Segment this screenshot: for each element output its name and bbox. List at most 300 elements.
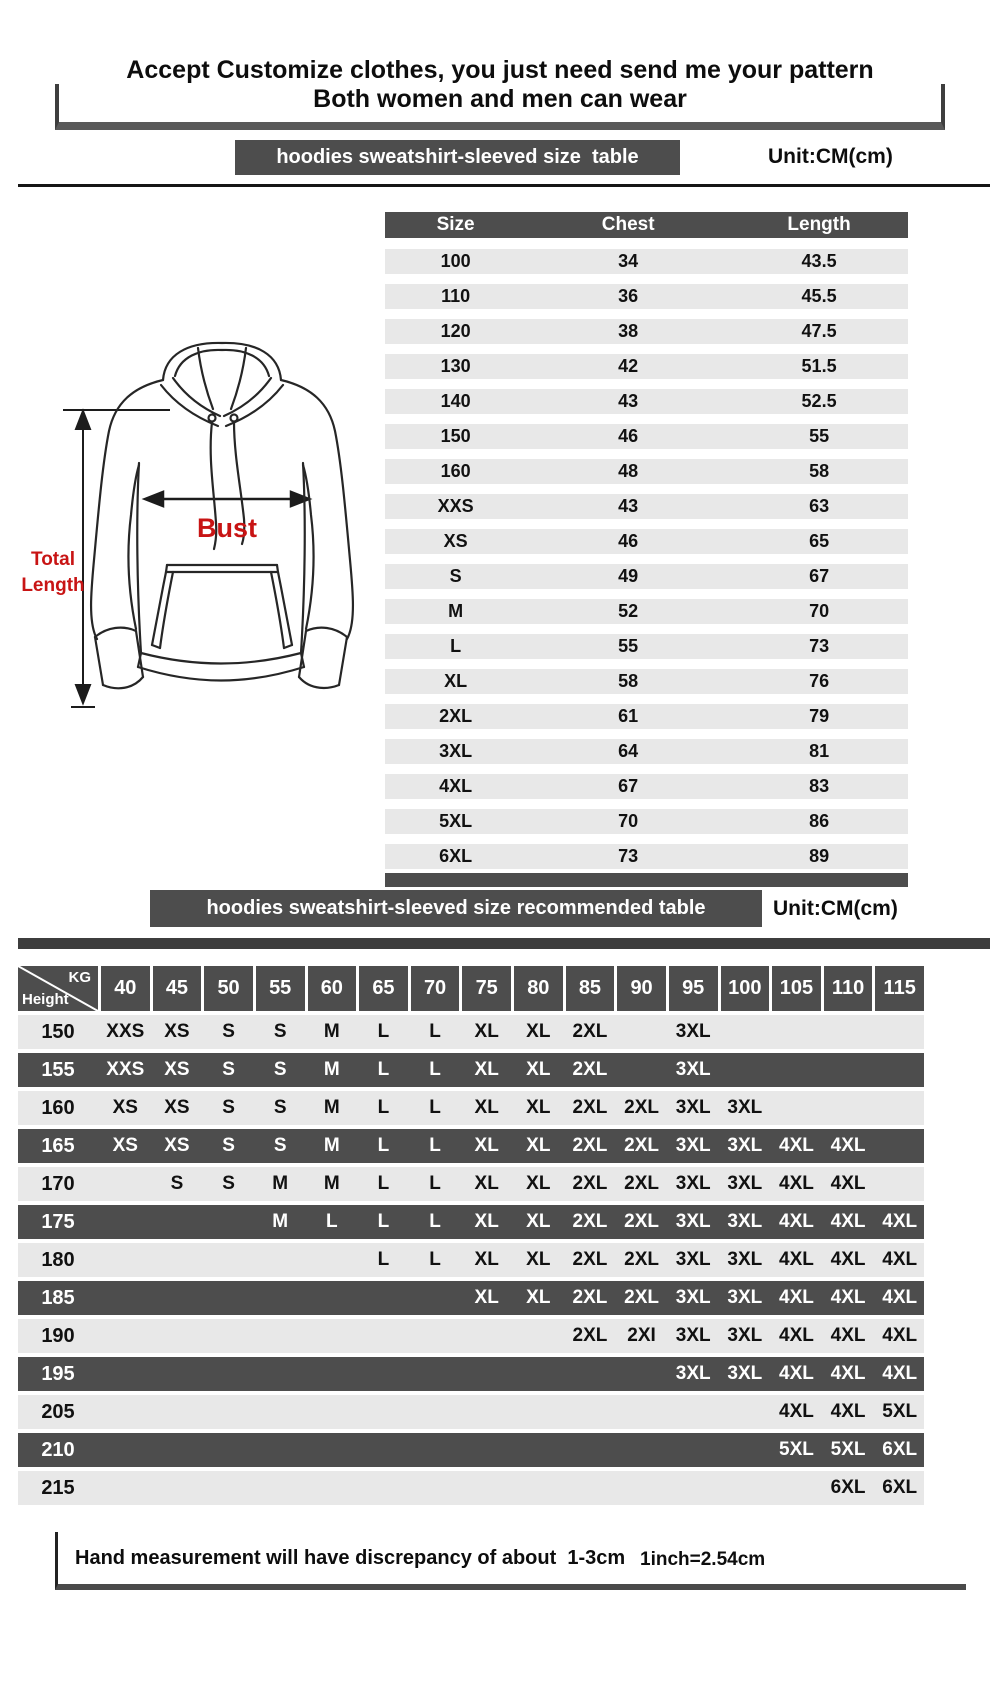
size-table-row (385, 704, 908, 729)
size-table-cell: XS (443, 531, 468, 551)
size-recommendation-cell (204, 1243, 253, 1277)
size-recommendation-cell: 4XL (779, 1401, 814, 1422)
size-recommendation-cell (308, 1319, 357, 1353)
recommended-table-row (18, 1319, 924, 1353)
size-recommendation-cell: L (429, 1249, 441, 1270)
size-table-cell: 6XL (439, 846, 473, 866)
size-table-cell: XL (444, 671, 468, 691)
height-label-cell: 180 (41, 1249, 75, 1271)
size-table-row (385, 599, 908, 624)
size-recommendation-cell (411, 1471, 460, 1505)
size-recommendation-cell (617, 1395, 666, 1429)
size-recommendation-cell (617, 1015, 666, 1049)
height-label-cell: 160 (41, 1097, 75, 1119)
size-table-cell: M (448, 601, 464, 621)
size-recommendation-cell: XL (526, 1287, 551, 1308)
size-recommendation-cell: M (323, 1097, 340, 1118)
corner-height-label: Height (22, 991, 69, 1008)
size-recommendation-cell (514, 1433, 563, 1467)
size-recommendation-cell: 3XL (727, 1211, 763, 1232)
size-recommendation-cell (514, 1395, 563, 1429)
size-recommendation-cell: XL (474, 1135, 499, 1156)
recommended-table-unit-label: Unit:CM(cm) (773, 897, 898, 920)
size-recommendation-cell: 3XL (675, 1059, 711, 1080)
size-recommendation-cell (411, 1433, 460, 1467)
weight-header-cell: 95 (669, 966, 718, 1011)
size-recommendation-cell: 2XL (572, 1059, 608, 1080)
size-table-cell: 86 (809, 811, 830, 831)
size-recommendation-cell: M (272, 1211, 289, 1232)
size-table-row (385, 284, 908, 309)
size-table-cell: 81 (809, 741, 830, 761)
recommended-table-row (18, 1357, 924, 1391)
size-recommendation-cell (204, 1357, 253, 1391)
size-recommendation-cell (101, 1167, 150, 1201)
recommended-table-row (18, 1395, 924, 1429)
size-recommendation-cell: 4XL (882, 1287, 918, 1308)
size-recommendation-cell (824, 1015, 873, 1049)
size-recommendation-cell: XL (526, 1173, 551, 1194)
size-table-cell: 150 (440, 426, 471, 446)
size-recommendation-cell: 3XL (675, 1287, 711, 1308)
size-recommendation-cell (617, 1471, 666, 1505)
size-table-cell: 73 (809, 636, 830, 656)
height-label-cell: 205 (41, 1401, 75, 1423)
height-label-cell: 150 (41, 1021, 75, 1043)
size-table-cell: 45.5 (801, 286, 837, 306)
size-recommendation-cell (101, 1281, 150, 1315)
size-recommendation-cell: L (377, 1059, 390, 1080)
weight-header-cell: 110 (824, 966, 873, 1011)
size-table-row (385, 529, 908, 554)
bust-label: Bust (197, 513, 257, 543)
size-table-cell: 100 (440, 251, 471, 271)
size-recommendation-cell: S (273, 1135, 287, 1156)
size-recommendation-cell: 4XL (779, 1173, 814, 1194)
size-recommendation-cell: L (429, 1097, 441, 1118)
size-recommendation-cell (411, 1281, 460, 1315)
size-recommendation-cell (256, 1281, 305, 1315)
size-table-cell: 46 (618, 426, 639, 446)
size-recommendation-cell: 3XL (675, 1097, 711, 1118)
weight-header-cell: 105 (772, 966, 821, 1011)
size-recommendation-cell (153, 1281, 202, 1315)
size-recommendation-cell: XL (474, 1059, 499, 1080)
recommended-table-body (18, 1015, 924, 1505)
size-recommendation-cell (359, 1319, 408, 1353)
size-table-cell: 64 (618, 741, 639, 761)
size-recommendation-cell: 3XL (675, 1021, 711, 1042)
size-recommendation-cell: 3XL (727, 1325, 763, 1346)
recommended-table-row (18, 1281, 924, 1315)
size-recommendation-cell: S (222, 1173, 235, 1194)
recommended-table-row (18, 1243, 924, 1277)
size-recommendation-cell (204, 1395, 253, 1429)
weight-header-cell: 45 (153, 966, 202, 1011)
size-table-row (385, 354, 908, 379)
size-recommendation-cell: 3XL (727, 1249, 763, 1270)
size-recommendation-cell: L (429, 1173, 441, 1194)
size-recommendation-cell: XL (526, 1249, 551, 1270)
size-recommendation-cell: 3XL (675, 1325, 711, 1346)
size-recommendation-cell: XL (526, 1135, 551, 1156)
size-recommendation-cell (153, 1205, 202, 1239)
size-table-cell: 48 (618, 461, 639, 481)
size-recommendation-cell: 3XL (727, 1363, 763, 1384)
size-recommendation-cell (566, 1357, 615, 1391)
size-recommendation-cell (617, 1053, 666, 1087)
recommended-table-row (18, 1205, 924, 1239)
height-label-cell: 175 (41, 1211, 75, 1233)
size-recommendation-cell: L (326, 1211, 338, 1232)
weight-header-cell: 90 (617, 966, 666, 1011)
recommended-table-row (18, 1471, 924, 1505)
size-table-row (385, 249, 908, 274)
size-recommendation-cell (462, 1433, 511, 1467)
size-recommendation-cell (617, 1357, 666, 1391)
size-recommendation-cell (721, 1395, 770, 1429)
size-recommendation-cell (359, 1471, 408, 1505)
size-recommendation-cell (875, 1129, 924, 1163)
size-recommendation-cell: L (429, 1135, 441, 1156)
size-recommendation-cell: 6XL (882, 1439, 918, 1460)
size-recommendation-cell (824, 1053, 873, 1087)
height-label-cell: 185 (41, 1287, 75, 1309)
size-recommendation-cell (153, 1433, 202, 1467)
size-recommendation-cell (721, 1015, 770, 1049)
size-recommendation-cell: M (272, 1173, 289, 1194)
size-table-cell: 46 (618, 531, 639, 551)
size-recommendation-cell (411, 1395, 460, 1429)
height-label-cell: 210 (41, 1439, 75, 1461)
size-table-cell: L (450, 636, 462, 656)
size-recommendation-cell: 3XL (675, 1363, 711, 1384)
size-recommendation-cell: S (222, 1021, 235, 1042)
size-table-banner: hoodies sweatshirt-sleeved size table (235, 140, 680, 175)
weight-header-cell: 65 (359, 966, 408, 1011)
recommended-table-row (18, 1091, 924, 1125)
size-recommendation-cell: XL (474, 1021, 499, 1042)
size-recommendation-cell (875, 1167, 924, 1201)
size-recommendation-cell (721, 1053, 770, 1087)
recommended-table-row (18, 1015, 924, 1049)
page-title (0, 56, 1000, 114)
size-recommendation-cell: XL (526, 1021, 551, 1042)
size-table-cell: S (449, 566, 462, 586)
size-recommendation-cell (204, 1205, 253, 1239)
size-recommendation-cell: 2XL (572, 1135, 608, 1156)
measurement-note: Hand measurement will have discrepancy of about 1-3cm (75, 1547, 626, 1569)
size-recommendation-cell: L (429, 1059, 441, 1080)
size-recommendation-cell (566, 1433, 615, 1467)
size-recommendation-cell: 2XL (572, 1287, 608, 1308)
size-table-row (385, 459, 908, 484)
size-recommendation-cell: XS (112, 1135, 138, 1156)
size-recommendation-cell (824, 1091, 873, 1125)
divider-line (18, 184, 990, 187)
size-recommendation-cell (308, 1395, 357, 1429)
size-table-column-header: Size (436, 214, 475, 235)
size-recommendation-cell: 3XL (727, 1097, 763, 1118)
weight-header-cell: 115 (875, 966, 924, 1011)
size-table (385, 212, 908, 887)
size-recommendation-cell (669, 1471, 718, 1505)
size-recommendation-cell (153, 1319, 202, 1353)
size-table-cell: 55 (809, 426, 830, 446)
size-recommendation-cell (101, 1205, 150, 1239)
size-recommendation-cell (462, 1395, 511, 1429)
recommended-table-row (18, 1167, 924, 1201)
size-table-cell: 63 (809, 496, 830, 516)
size-table-row (385, 809, 908, 834)
size-recommendation-cell: XS (164, 1021, 190, 1042)
size-recommendation-cell: 4XL (882, 1325, 918, 1346)
size-recommendation-cell: M (323, 1021, 340, 1042)
size-table-row (385, 844, 908, 869)
size-recommendation-cell (153, 1357, 202, 1391)
size-table-cell: 73 (618, 846, 639, 866)
size-table-row (385, 319, 908, 344)
size-table-cell: 43.5 (801, 251, 837, 271)
size-table-cell: 61 (618, 706, 639, 726)
size-recommendation-cell: 2XL (624, 1135, 659, 1156)
size-recommendation-cell: 4XL (779, 1135, 814, 1156)
size-recommendation-cell (721, 1433, 770, 1467)
size-recommendation-cell: XS (112, 1097, 138, 1118)
size-recommendation-cell: 4XL (882, 1249, 918, 1270)
size-recommendation-cell (101, 1471, 150, 1505)
size-table-cell: XXS (437, 496, 474, 516)
size-recommendation-cell: XL (526, 1097, 551, 1118)
height-label-cell: 190 (41, 1325, 75, 1347)
size-recommendation-cell: 4XL (830, 1363, 866, 1384)
size-recommendation-cell: 2XL (624, 1249, 659, 1270)
size-recommendation-cell: 4XL (830, 1211, 866, 1232)
size-table-cell: 43 (618, 496, 639, 516)
size-table-body (385, 249, 908, 869)
size-table-cell: 52 (618, 601, 639, 621)
size-recommendation-cell: 4XL (779, 1363, 814, 1384)
size-recommendation-cell (101, 1395, 150, 1429)
size-table-row (385, 494, 908, 519)
size-recommendation-cell (462, 1319, 511, 1353)
size-recommendation-cell (256, 1243, 305, 1277)
size-table-cell: 5XL (439, 811, 473, 831)
size-table-cell: 58 (618, 671, 639, 691)
size-recommendation-cell (772, 1015, 821, 1049)
weight-header-cell: 70 (411, 966, 460, 1011)
inch-conversion-note: 1inch=2.54cm (640, 1549, 766, 1570)
size-recommendation-cell: 2XL (624, 1211, 659, 1232)
size-recommendation-cell (462, 1471, 511, 1505)
size-recommendation-cell (153, 1243, 202, 1277)
size-recommendation-cell: 2XL (572, 1097, 608, 1118)
size-recommendation-cell: 2XL (572, 1325, 608, 1346)
size-recommendation-cell: 4XL (830, 1287, 866, 1308)
size-recommendation-cell: 4XL (830, 1173, 866, 1194)
size-recommendation-cell (308, 1357, 357, 1391)
size-table-cell: 2XL (439, 706, 473, 726)
size-recommendation-cell (617, 1433, 666, 1467)
size-recommendation-cell (411, 1357, 460, 1391)
recommended-table-banner: hoodies sweatshirt-sleeved size recommended table (150, 890, 762, 927)
size-recommendation-cell: S (222, 1059, 235, 1080)
size-recommendation-cell: 4XL (779, 1211, 814, 1232)
recommended-table-row (18, 1433, 924, 1467)
weight-header-cell: 55 (256, 966, 305, 1011)
size-recommendation-cell: XL (474, 1249, 499, 1270)
size-recommendation-cell: S (222, 1097, 235, 1118)
size-recommendation-cell: M (323, 1173, 340, 1194)
size-recommendation-cell (256, 1471, 305, 1505)
size-table-cell: 76 (809, 671, 830, 691)
size-recommendation-cell (359, 1281, 408, 1315)
size-recommendation-cell: 4XL (830, 1135, 866, 1156)
size-recommendation-cell: 3XL (727, 1135, 763, 1156)
height-label-cell: 195 (41, 1363, 75, 1385)
size-recommendation-cell: 6XL (830, 1477, 866, 1498)
size-recommendation-cell (875, 1091, 924, 1125)
size-recommendation-cell: 5XL (882, 1401, 918, 1422)
size-table-cell: 52.5 (801, 391, 837, 411)
size-recommendation-cell (308, 1281, 357, 1315)
size-recommendation-cell: XL (474, 1211, 499, 1232)
size-recommendation-cell (875, 1053, 924, 1087)
size-recommendation-cell: M (323, 1135, 340, 1156)
size-table-cell: 70 (809, 601, 830, 621)
size-recommendation-cell: 2XI (627, 1325, 656, 1346)
size-recommendation-cell: 2XL (572, 1173, 608, 1194)
size-recommendation-cell (256, 1433, 305, 1467)
size-recommendation-cell: L (377, 1249, 390, 1270)
size-recommendation-cell: 5XL (779, 1439, 814, 1460)
recommended-table-row (18, 1053, 924, 1087)
size-table-cell: 38 (618, 321, 639, 341)
size-recommendation-cell: 5XL (830, 1439, 866, 1460)
size-recommendation-cell: 4XL (882, 1211, 918, 1232)
size-table-cell: 79 (809, 706, 830, 726)
page-title-line1: Accept Customize clothes, you just need send me your pattern (126, 56, 874, 84)
size-table-row (385, 739, 908, 764)
size-recommendation-cell (101, 1433, 150, 1467)
size-table-cell: 34 (618, 251, 639, 271)
size-table-header-row (385, 212, 908, 238)
size-table-cell: 67 (809, 566, 830, 586)
corner-kg-label: KG (68, 969, 91, 986)
size-recommendation-cell (514, 1357, 563, 1391)
size-recommendation-cell: 3XL (727, 1173, 763, 1194)
size-recommendation-cell: 3XL (675, 1135, 711, 1156)
size-recommendation-cell: XS (164, 1097, 190, 1118)
size-recommendation-cell: XL (526, 1211, 551, 1232)
size-recommendation-cell (772, 1053, 821, 1087)
size-recommendation-cell (721, 1471, 770, 1505)
size-recommendation-cell: 4XL (882, 1363, 918, 1384)
size-recommendation-cell (566, 1471, 615, 1505)
total-length-label: Total Length (21, 549, 85, 596)
size-recommendation-cell (359, 1357, 408, 1391)
size-table-cell: 67 (618, 776, 639, 796)
size-recommendation-cell: XXS (106, 1021, 145, 1042)
size-recommendation-cell: M (323, 1059, 340, 1080)
size-recommendation-cell: 2XL (572, 1249, 608, 1270)
size-recommendation-cell: 4XL (779, 1325, 814, 1346)
size-table-column-header: Chest (601, 214, 655, 235)
size-table-cell: 47.5 (801, 321, 837, 341)
size-table-unit-label: Unit:CM(cm) (768, 145, 893, 168)
size-recommendation-cell: 2XL (624, 1097, 659, 1118)
size-recommendation-cell: S (170, 1173, 184, 1194)
size-table-cell: 120 (440, 321, 471, 341)
size-recommendation-cell (204, 1433, 253, 1467)
size-recommendation-cell: XL (526, 1059, 551, 1080)
size-recommendation-cell: L (429, 1021, 441, 1042)
size-table-cell: 110 (441, 286, 471, 306)
size-recommendation-cell: L (429, 1211, 441, 1232)
size-recommendation-cell (256, 1395, 305, 1429)
size-recommendation-cell: 2XL (624, 1173, 659, 1194)
size-recommendation-cell (669, 1433, 718, 1467)
height-label-cell: 155 (41, 1059, 75, 1081)
size-recommendation-cell: L (377, 1021, 390, 1042)
size-table-row (385, 564, 908, 589)
size-table-row (385, 669, 908, 694)
size-recommendation-cell (256, 1319, 305, 1353)
size-recommendation-cell: S (273, 1097, 287, 1118)
size-recommendation-cell (204, 1319, 253, 1353)
size-recommendation-cell (772, 1471, 821, 1505)
weight-header-cell: 100 (721, 966, 770, 1011)
size-recommendation-cell: 2XL (572, 1211, 608, 1232)
recommended-size-table (18, 966, 924, 1505)
weight-header-cell: 80 (514, 966, 563, 1011)
size-recommendation-cell (204, 1471, 253, 1505)
size-table-cell: 49 (618, 566, 639, 586)
size-recommendation-cell (669, 1395, 718, 1429)
size-table-row (385, 424, 908, 449)
size-recommendation-cell: S (273, 1059, 287, 1080)
size-table-cell: 36 (618, 286, 639, 306)
page-title-line2: Both women and men can wear (313, 85, 687, 113)
size-recommendation-cell (101, 1357, 150, 1391)
height-label-cell: 165 (41, 1135, 75, 1157)
size-recommendation-cell (153, 1471, 202, 1505)
size-recommendation-cell: 4XL (830, 1249, 866, 1270)
size-table-cell: 70 (618, 811, 639, 831)
size-recommendation-cell: 3XL (675, 1249, 711, 1270)
size-table-cell: 43 (618, 391, 639, 411)
size-recommendation-cell: L (377, 1173, 390, 1194)
size-recommendation-cell: XL (474, 1173, 499, 1194)
size-recommendation-cell: 4XL (830, 1401, 866, 1422)
size-table-cell: 42 (618, 356, 639, 376)
recommended-table-header-row (18, 966, 924, 1011)
size-recommendation-cell (566, 1395, 615, 1429)
size-recommendation-cell: S (222, 1135, 235, 1156)
size-recommendation-cell (308, 1243, 357, 1277)
size-table-row (385, 389, 908, 414)
size-recommendation-cell: L (377, 1211, 390, 1232)
size-recommendation-cell: L (377, 1097, 390, 1118)
size-table-cell: 51.5 (801, 356, 837, 376)
height-label-cell: 215 (41, 1477, 75, 1499)
size-recommendation-cell: XL (474, 1097, 499, 1118)
size-table-cell: 55 (618, 636, 639, 656)
size-table-cell: 65 (809, 531, 830, 551)
size-recommendation-cell: XL (474, 1287, 499, 1308)
size-recommendation-cell: 6XL (882, 1477, 918, 1498)
size-recommendation-cell: 3XL (675, 1173, 711, 1194)
